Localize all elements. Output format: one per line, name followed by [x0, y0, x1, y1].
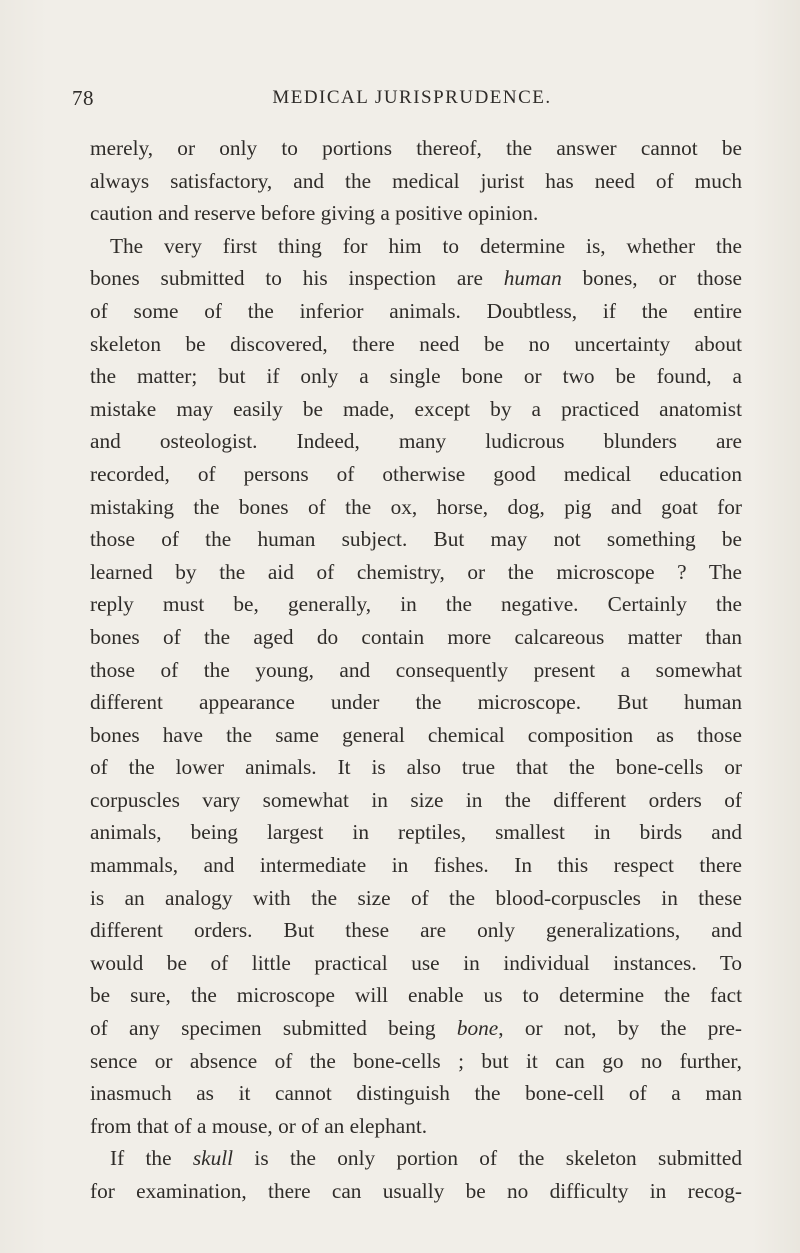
text-line — [90, 523, 742, 556]
text-span: of some of the inferior animals. Doubtless, if the entire — [90, 298, 742, 323]
text-span: reply must be, generally, in the negative. Certainly the — [90, 592, 742, 617]
text-line — [90, 719, 742, 752]
text-line — [90, 1175, 742, 1208]
text-span: If the — [110, 1146, 193, 1171]
text-line — [90, 1045, 742, 1078]
text-span: and osteologist. Indeed, many ludicrous blunders are — [90, 429, 742, 454]
text-line — [90, 816, 742, 849]
running-head-title: MEDICAL JURISPRUDENCE. — [272, 87, 552, 108]
text-line — [90, 328, 742, 361]
text-line — [90, 947, 742, 980]
text-line — [90, 751, 742, 784]
text-span: bones, or those — [561, 266, 742, 291]
text-span: those of the human subject. But may not something be — [90, 527, 742, 552]
text-span: bones of the aged do contain more calcareous matter than — [90, 624, 742, 649]
text-span: skeleton be discovered, there need be no uncertainty about — [90, 331, 742, 356]
text-span: sence or absence of the bone-cells ; but it can go no further, — [90, 1048, 742, 1073]
page-number: 78 — [72, 86, 94, 110]
text-line — [90, 784, 742, 817]
text-span: inasmuch as it cannot distinguish the bone-cell of a man — [90, 1081, 742, 1106]
text-span: bones submitted to his inspection are — [90, 266, 504, 291]
text-span: from that of a mouse, or of an elephant. — [90, 1113, 428, 1138]
text-span: mistake may easily be made, except by a practiced anatomist — [90, 396, 742, 421]
text-span: learned by the aid of chemistry, or the microscope ? The — [90, 559, 742, 584]
text-line — [90, 588, 742, 621]
text-line — [90, 849, 742, 882]
text-span: recorded, of persons of otherwise good medical education — [90, 461, 742, 486]
text-span: is an analogy with the size of the blood-corpuscles in these — [90, 885, 742, 910]
text-span: mammals, and intermediate in fishes. In this respect there — [90, 853, 742, 878]
text-line — [90, 360, 742, 393]
text-line — [90, 914, 742, 947]
text-span: , or not, by the pre- — [498, 1016, 742, 1041]
text-span: corpuscles vary somewhat in size in the different orders of — [90, 787, 742, 812]
text-line — [90, 458, 742, 491]
text-span: those of the young, and consequently present a somewhat — [90, 657, 742, 682]
text-line — [90, 621, 742, 654]
text-span: is the only portion of the skeleton submitted — [233, 1146, 743, 1171]
text-span: the matter; but if only a single bone or two be found, a — [90, 364, 742, 389]
text-span: would be of little practical use in individual instances. To — [90, 950, 742, 975]
text-line — [90, 197, 742, 230]
text-span: mistaking the bones of the ox, horse, dog, pig and goat for — [90, 494, 742, 519]
text-line — [90, 425, 742, 458]
running-head — [72, 86, 752, 112]
text-line — [90, 262, 742, 295]
text-line — [90, 979, 742, 1012]
italic-word: skull — [192, 1146, 234, 1171]
text-line — [90, 295, 742, 328]
text-line — [90, 393, 742, 426]
text-span: of the lower animals. It is also true that the bone-cells or — [90, 755, 742, 780]
text-span: merely, or only to portions thereof, the answer cannot be — [90, 136, 742, 160]
text-span: of any specimen submitted being — [90, 1016, 457, 1041]
text-line — [90, 556, 742, 589]
italic-word: bone — [456, 1016, 499, 1041]
text-span: for examination, there can usually be no difficulty in recog- — [90, 1179, 742, 1203]
text-line — [90, 882, 742, 915]
text-line — [90, 1012, 742, 1045]
text-line — [90, 1077, 742, 1110]
text-line — [90, 1110, 742, 1143]
text-line — [90, 230, 742, 263]
text-line — [90, 491, 742, 524]
italic-word: human — [503, 266, 562, 291]
text-line — [90, 1142, 742, 1175]
body-text — [90, 132, 742, 1208]
text-span: bones have the same general chemical composition as those — [90, 722, 742, 747]
text-span: be sure, the microscope will enable us to determine the fact — [90, 983, 742, 1008]
text-line — [90, 686, 742, 719]
text-span: different orders. But these are only generalizations, and — [90, 918, 742, 943]
text-span: animals, being largest in reptiles, smallest in birds and — [90, 820, 742, 845]
text-span: different appearance under the microscope. But human — [90, 690, 742, 715]
text-span: The very first thing for him to determine is, whether the — [110, 233, 742, 258]
text-line — [90, 165, 742, 198]
text-span: caution and reserve before giving a positive opinion. — [90, 201, 539, 226]
text-line — [90, 654, 742, 687]
text-span: always satisfactory, and the medical jurist has need of much — [90, 168, 742, 193]
text-line — [90, 132, 742, 165]
